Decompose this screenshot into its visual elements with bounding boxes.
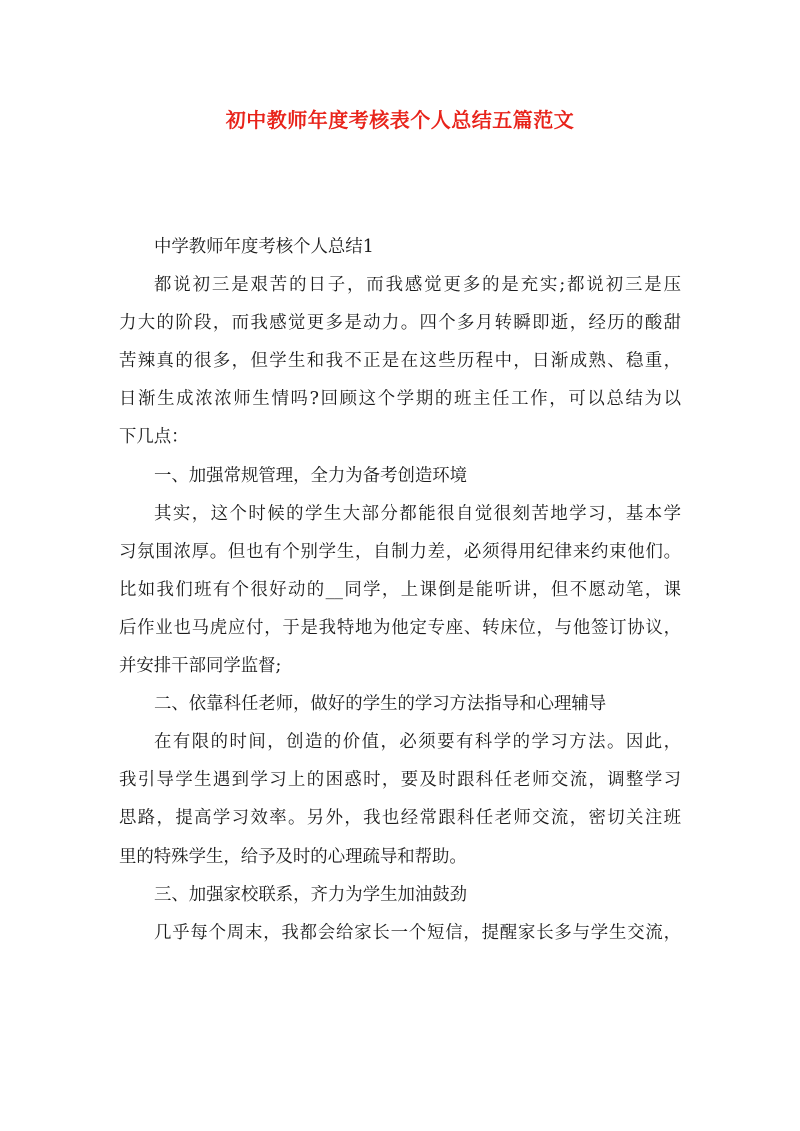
paragraph-line: 并安排干部同学监督; xyxy=(119,656,282,677)
paragraph-line: 力大的阶段，而我感觉更多是动力。四个多月转瞬即逝，经历的酸甜 xyxy=(119,313,681,334)
paragraph-line: 中学教师年度考核个人总结1 xyxy=(154,237,374,257)
paragraph-line: 下几点： xyxy=(119,427,189,448)
paragraph-line: 其实，这个时候的学生大部分都能很自觉很刻苦地学习，基本学 xyxy=(154,503,681,524)
document-title: 初中教师年度考核表个人总结五篇范文 xyxy=(225,108,575,132)
paragraph-line: 后作业也马虎应付，于是我特地为他定专座、转床位，与他签订协议， xyxy=(119,617,681,638)
paragraph-line: 日渐生成浓浓师生情吗?回顾这个学期的班主任工作，可以总结为以 xyxy=(119,389,681,410)
paragraph-line: 二、依靠科任老师，做好的学生的学习方法指导和心理辅导 xyxy=(154,694,607,715)
paragraph-line: 三、加强家校联系，齐力为学生加油鼓劲 xyxy=(154,884,468,905)
paragraph-line: 里的特殊学生，给予及时的心理疏导和帮助。 xyxy=(119,846,467,867)
paragraph-line: 几乎每个周末，我都会给家长一个短信，提醒家长多与学生交流， xyxy=(154,922,681,943)
paragraph-line: 都说初三是艰苦的日子，而我感觉更多的是充实;都说初三是压 xyxy=(154,275,681,296)
document-body xyxy=(119,228,681,952)
paragraph-line: 苦辣真的很多，但学生和我不正是在这些历程中，日渐成熟、稳重， xyxy=(119,351,681,372)
paragraph-line: 在有限的时间，创造的价值，必须要有科学的学习方法。因此， xyxy=(154,732,681,753)
paragraph-line: 思路，提高学习效率。另外，我也经常跟科任老师交流，密切关注班 xyxy=(119,808,681,829)
paragraph-line: 我引导学生遇到学习上的困惑时，要及时跟科任老师交流，调整学习 xyxy=(119,770,681,791)
paragraph-line: 一、加强常规管理，全力为备考创造环境 xyxy=(154,465,468,486)
paragraph-line: 习氛围浓厚。但也有个别学生，自制力差，必须得用纪律来约束他们。 xyxy=(119,541,681,562)
paragraph-line: 比如我们班有个很好动的__同学，上课倒是能听讲，但不愿动笔，课 xyxy=(119,579,681,600)
